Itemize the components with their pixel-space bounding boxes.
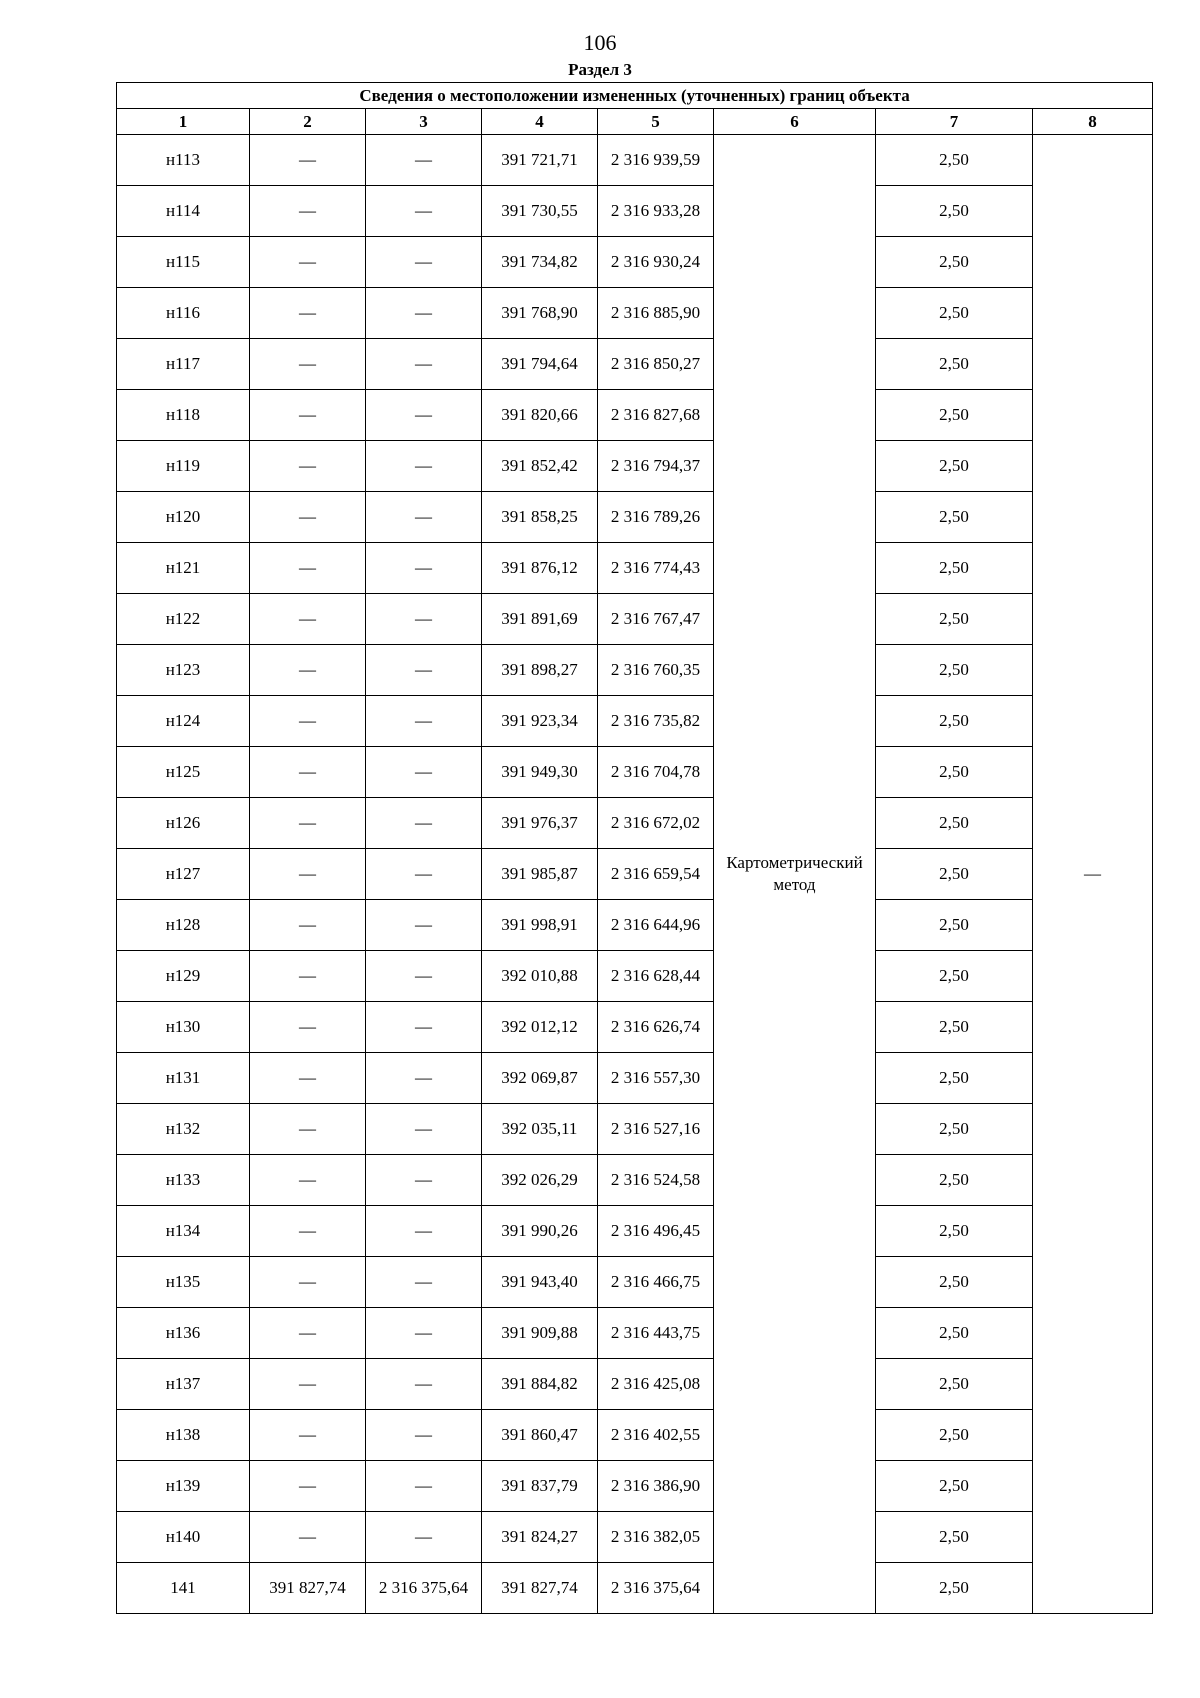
y-old-cell: — (366, 1512, 482, 1563)
x-old-cell: — (250, 186, 366, 237)
table-row (117, 798, 1153, 849)
accuracy-cell: 2,50 (876, 594, 1033, 645)
x-new-cell: 391 998,91 (482, 900, 598, 951)
accuracy-cell: 2,50 (876, 441, 1033, 492)
accuracy-cell: 2,50 (876, 1461, 1033, 1512)
point-name: н127 (117, 849, 250, 900)
y-new-cell: 2 316 704,78 (598, 747, 714, 798)
accuracy-cell: 2,50 (876, 135, 1033, 186)
x-new-cell: 391 730,55 (482, 186, 598, 237)
table-row (117, 237, 1153, 288)
point-name: н113 (117, 135, 250, 186)
accuracy-cell: 2,50 (876, 798, 1033, 849)
x-new-cell: 391 891,69 (482, 594, 598, 645)
y-new-cell: 2 316 375,64 (598, 1563, 714, 1614)
y-old-cell: — (366, 645, 482, 696)
table-row (117, 849, 1153, 900)
y-new-cell: 2 316 382,05 (598, 1512, 714, 1563)
x-new-cell: 391 909,88 (482, 1308, 598, 1359)
accuracy-cell: 2,50 (876, 1104, 1033, 1155)
point-name: н133 (117, 1155, 250, 1206)
y-new-cell: 2 316 557,30 (598, 1053, 714, 1104)
y-old-cell: — (366, 1206, 482, 1257)
table-row (117, 747, 1153, 798)
y-new-cell: 2 316 789,26 (598, 492, 714, 543)
accuracy-cell: 2,50 (876, 543, 1033, 594)
table-row (117, 696, 1153, 747)
point-name: н116 (117, 288, 250, 339)
y-new-cell: 2 316 794,37 (598, 441, 714, 492)
accuracy-cell: 2,50 (876, 339, 1033, 390)
table-row (117, 1104, 1153, 1155)
column-number: 2 (250, 109, 366, 135)
y-new-cell: 2 316 443,75 (598, 1308, 714, 1359)
y-old-cell: — (366, 1155, 482, 1206)
column8-cell: — (1033, 135, 1153, 1614)
accuracy-cell: 2,50 (876, 1257, 1033, 1308)
accuracy-cell: 2,50 (876, 186, 1033, 237)
x-new-cell: 391 852,42 (482, 441, 598, 492)
accuracy-cell: 2,50 (876, 492, 1033, 543)
x-new-cell: 391 820,66 (482, 390, 598, 441)
column-number: 6 (714, 109, 876, 135)
y-old-cell: — (366, 1104, 482, 1155)
table-row (117, 1308, 1153, 1359)
y-new-cell: 2 316 527,16 (598, 1104, 714, 1155)
y-new-cell: 2 316 626,74 (598, 1002, 714, 1053)
point-name: н125 (117, 747, 250, 798)
x-new-cell: 392 035,11 (482, 1104, 598, 1155)
table-row (117, 594, 1153, 645)
x-old-cell: — (250, 1002, 366, 1053)
x-old-cell: — (250, 1461, 366, 1512)
table-row (117, 1155, 1153, 1206)
y-old-cell: — (366, 900, 482, 951)
y-old-cell: — (366, 594, 482, 645)
x-old-cell: — (250, 849, 366, 900)
x-old-cell: — (250, 747, 366, 798)
column-number: 5 (598, 109, 714, 135)
y-new-cell: 2 316 760,35 (598, 645, 714, 696)
column-number-row (117, 109, 1153, 135)
x-new-cell: 391 827,74 (482, 1563, 598, 1614)
x-old-cell: — (250, 1206, 366, 1257)
accuracy-cell: 2,50 (876, 951, 1033, 1002)
point-name: н117 (117, 339, 250, 390)
x-old-cell: — (250, 798, 366, 849)
y-old-cell: — (366, 339, 482, 390)
x-old-cell: — (250, 645, 366, 696)
accuracy-cell: 2,50 (876, 1002, 1033, 1053)
point-name: н140 (117, 1512, 250, 1563)
column-number: 8 (1033, 109, 1153, 135)
point-name: н118 (117, 390, 250, 441)
y-old-cell: — (366, 849, 482, 900)
y-old-cell: — (366, 1257, 482, 1308)
point-name: н139 (117, 1461, 250, 1512)
x-new-cell: 392 010,88 (482, 951, 598, 1002)
y-old-cell: — (366, 951, 482, 1002)
table-row (117, 1002, 1153, 1053)
x-old-cell: — (250, 696, 366, 747)
y-old-cell: — (366, 798, 482, 849)
table-caption: Сведения о местоположении измененных (уточненных) границ объекта (117, 83, 1153, 109)
y-new-cell: 2 316 628,44 (598, 951, 714, 1002)
column-number: 4 (482, 109, 598, 135)
column-number: 7 (876, 109, 1033, 135)
point-name: н130 (117, 1002, 250, 1053)
accuracy-cell: 2,50 (876, 1512, 1033, 1563)
table-row (117, 543, 1153, 594)
y-old-cell: — (366, 492, 482, 543)
x-old-cell: — (250, 492, 366, 543)
x-new-cell: 392 069,87 (482, 1053, 598, 1104)
y-old-cell: — (366, 1461, 482, 1512)
x-old-cell: — (250, 1410, 366, 1461)
point-name: н131 (117, 1053, 250, 1104)
point-name: н136 (117, 1308, 250, 1359)
x-old-cell: — (250, 1308, 366, 1359)
x-old-cell: — (250, 1512, 366, 1563)
accuracy-cell: 2,50 (876, 696, 1033, 747)
y-old-cell: — (366, 1053, 482, 1104)
point-name: н137 (117, 1359, 250, 1410)
y-old-cell: — (366, 1308, 482, 1359)
table-row (117, 1461, 1153, 1512)
y-new-cell: 2 316 930,24 (598, 237, 714, 288)
x-new-cell: 391 898,27 (482, 645, 598, 696)
y-old-cell: — (366, 1359, 482, 1410)
x-old-cell: — (250, 1155, 366, 1206)
x-old-cell: 391 827,74 (250, 1563, 366, 1614)
y-new-cell: 2 316 466,75 (598, 1257, 714, 1308)
y-old-cell: — (366, 135, 482, 186)
x-new-cell: 392 012,12 (482, 1002, 598, 1053)
point-name: н121 (117, 543, 250, 594)
table-row (117, 390, 1153, 441)
accuracy-cell: 2,50 (876, 1563, 1033, 1614)
point-name: н124 (117, 696, 250, 747)
page-number: 106 (583, 30, 617, 55)
table-row (117, 951, 1153, 1002)
x-old-cell: — (250, 1053, 366, 1104)
x-new-cell: 391 837,79 (482, 1461, 598, 1512)
x-old-cell: — (250, 339, 366, 390)
y-old-cell: — (366, 288, 482, 339)
point-name: н119 (117, 441, 250, 492)
table-row (117, 135, 1153, 186)
y-new-cell: 2 316 735,82 (598, 696, 714, 747)
accuracy-cell: 2,50 (876, 1053, 1033, 1104)
x-new-cell: 391 768,90 (482, 288, 598, 339)
table-row (117, 339, 1153, 390)
y-old-cell: — (366, 747, 482, 798)
x-new-cell: 392 026,29 (482, 1155, 598, 1206)
point-name: н122 (117, 594, 250, 645)
table-row (117, 1512, 1153, 1563)
accuracy-cell: 2,50 (876, 1155, 1033, 1206)
y-old-cell: — (366, 1410, 482, 1461)
y-old-cell: — (366, 237, 482, 288)
x-new-cell: 391 860,47 (482, 1410, 598, 1461)
x-old-cell: — (250, 1104, 366, 1155)
column-number: 1 (117, 109, 250, 135)
x-old-cell: — (250, 900, 366, 951)
table-row (117, 1359, 1153, 1410)
point-name: н126 (117, 798, 250, 849)
y-new-cell: 2 316 672,02 (598, 798, 714, 849)
y-new-cell: 2 316 386,90 (598, 1461, 714, 1512)
table-row (117, 645, 1153, 696)
x-new-cell: 391 943,40 (482, 1257, 598, 1308)
y-new-cell: 2 316 939,59 (598, 135, 714, 186)
table-row (117, 1410, 1153, 1461)
point-name: н115 (117, 237, 250, 288)
y-new-cell: 2 316 933,28 (598, 186, 714, 237)
table-row (117, 1206, 1153, 1257)
y-new-cell: 2 316 524,58 (598, 1155, 714, 1206)
y-old-cell: 2 316 375,64 (366, 1563, 482, 1614)
table-row (117, 900, 1153, 951)
table-body (117, 135, 1153, 1614)
table-row (117, 186, 1153, 237)
y-new-cell: 2 316 402,55 (598, 1410, 714, 1461)
table-row (117, 1053, 1153, 1104)
accuracy-cell: 2,50 (876, 288, 1033, 339)
x-new-cell: 391 858,25 (482, 492, 598, 543)
y-new-cell: 2 316 827,68 (598, 390, 714, 441)
accuracy-cell: 2,50 (876, 900, 1033, 951)
x-old-cell: — (250, 951, 366, 1002)
point-name: 141 (117, 1563, 250, 1614)
boundary-table (116, 82, 1153, 1614)
table-row (117, 1257, 1153, 1308)
accuracy-cell: 2,50 (876, 747, 1033, 798)
x-old-cell: — (250, 594, 366, 645)
accuracy-cell: 2,50 (876, 645, 1033, 696)
point-name: н135 (117, 1257, 250, 1308)
table-row (117, 441, 1153, 492)
x-old-cell: — (250, 135, 366, 186)
x-new-cell: 391 734,82 (482, 237, 598, 288)
x-new-cell: 391 824,27 (482, 1512, 598, 1563)
point-name: н120 (117, 492, 250, 543)
y-old-cell: — (366, 696, 482, 747)
x-new-cell: 391 949,30 (482, 747, 598, 798)
x-new-cell: 391 990,26 (482, 1206, 598, 1257)
accuracy-cell: 2,50 (876, 390, 1033, 441)
y-old-cell: — (366, 186, 482, 237)
x-new-cell: 391 876,12 (482, 543, 598, 594)
point-name: н138 (117, 1410, 250, 1461)
accuracy-cell: 2,50 (876, 1308, 1033, 1359)
y-old-cell: — (366, 441, 482, 492)
x-old-cell: — (250, 1257, 366, 1308)
point-name: н129 (117, 951, 250, 1002)
x-old-cell: — (250, 288, 366, 339)
x-old-cell: — (250, 543, 366, 594)
x-new-cell: 391 794,64 (482, 339, 598, 390)
x-old-cell: — (250, 441, 366, 492)
table-row (117, 492, 1153, 543)
y-old-cell: — (366, 543, 482, 594)
x-new-cell: 391 721,71 (482, 135, 598, 186)
y-new-cell: 2 316 774,43 (598, 543, 714, 594)
accuracy-cell: 2,50 (876, 237, 1033, 288)
point-name: н132 (117, 1104, 250, 1155)
point-name: н123 (117, 645, 250, 696)
point-name: н128 (117, 900, 250, 951)
point-name: н114 (117, 186, 250, 237)
y-new-cell: 2 316 425,08 (598, 1359, 714, 1410)
section-title: Раздел 3 (568, 60, 632, 79)
accuracy-cell: 2,50 (876, 1206, 1033, 1257)
x-new-cell: 391 985,87 (482, 849, 598, 900)
x-new-cell: 391 923,34 (482, 696, 598, 747)
x-new-cell: 391 884,82 (482, 1359, 598, 1410)
y-new-cell: 2 316 885,90 (598, 288, 714, 339)
column-number: 3 (366, 109, 482, 135)
x-old-cell: — (250, 237, 366, 288)
y-old-cell: — (366, 390, 482, 441)
accuracy-cell: 2,50 (876, 849, 1033, 900)
accuracy-cell: 2,50 (876, 1410, 1033, 1461)
accuracy-cell: 2,50 (876, 1359, 1033, 1410)
y-new-cell: 2 316 850,27 (598, 339, 714, 390)
y-new-cell: 2 316 496,45 (598, 1206, 714, 1257)
y-old-cell: — (366, 1002, 482, 1053)
point-name: н134 (117, 1206, 250, 1257)
y-new-cell: 2 316 644,96 (598, 900, 714, 951)
x-old-cell: — (250, 390, 366, 441)
x-old-cell: — (250, 1359, 366, 1410)
table-row (117, 1563, 1153, 1614)
x-new-cell: 391 976,37 (482, 798, 598, 849)
method-cell: Картометрический метод (714, 135, 876, 1614)
y-new-cell: 2 316 659,54 (598, 849, 714, 900)
y-new-cell: 2 316 767,47 (598, 594, 714, 645)
table-row (117, 288, 1153, 339)
